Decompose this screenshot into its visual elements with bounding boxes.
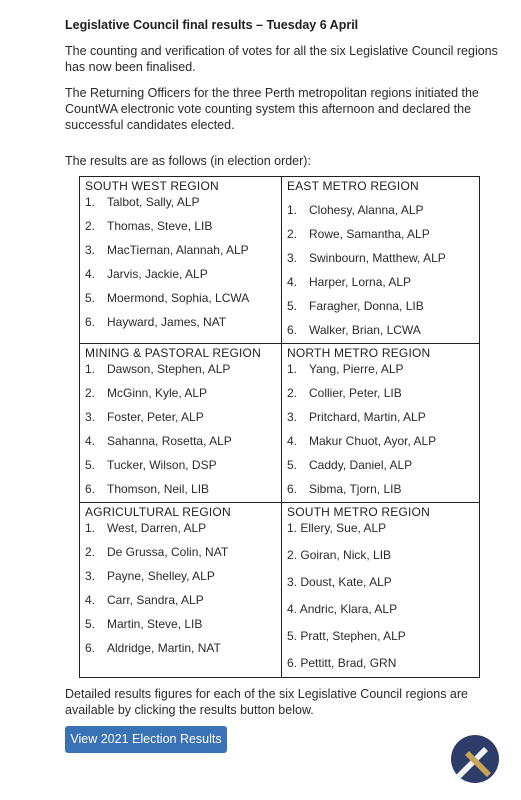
candidate-list (287, 521, 477, 670)
list-item: 6. Hayward, James, NAT (85, 315, 227, 329)
list-item: 3. Doust, Kate, ALP (287, 575, 392, 589)
article-content (65, 14, 505, 179)
list-item: 5. Martin, Steve, LIB (85, 617, 203, 631)
page-title: Legislative Council final results – Tuesday 6 April (65, 18, 359, 32)
region-title: MINING & PASTORAL REGION (85, 346, 261, 360)
list-item: 4. Carr, Sandra, ALP (85, 593, 204, 607)
list-item: 2. Rowe, Samantha, ALP (287, 227, 430, 241)
waec-logo-icon[interactable] (451, 735, 499, 783)
results-intro-paragraph: The results are as follows (in election order): (65, 154, 311, 168)
list-item: 3. Payne, Shelley, ALP (85, 569, 215, 583)
region-cell-east-metro (287, 179, 477, 337)
returning-officers-paragraph: The Returning Officers for the three Perth metropolitan regions initiated the CountWA electronic vote counting system this afternoon and declared the successful candidates elected. (65, 86, 479, 132)
results-footer-paragraph: Detailed results figures for each of the six Legislative Council regions are available by clicking the results button below. (65, 687, 468, 717)
logo-mark-icon (451, 735, 499, 783)
region-title: EAST METRO REGION (287, 179, 419, 193)
list-item: 2. Goiran, Nick, LIB (287, 548, 392, 562)
table-divider-row-2 (80, 502, 479, 503)
list-item: 2. De Grussa, Colin, NAT (85, 545, 229, 559)
list-item: 1. Yang, Pierre, ALP (287, 362, 404, 376)
results-table (79, 176, 480, 678)
list-item: 3. Pritchard, Martin, ALP (287, 410, 426, 424)
logo-stripe-light (456, 747, 488, 779)
list-item: 4. Andric, Klara, ALP (287, 602, 398, 616)
list-item: 4. Sahanna, Rosetta, ALP (85, 434, 232, 448)
region-cell-south-west (85, 179, 279, 329)
region-title: NORTH METRO REGION (287, 346, 431, 360)
list-item: 2. McGinn, Kyle, ALP (85, 386, 208, 400)
candidate-list (287, 203, 477, 337)
candidate-list (85, 521, 279, 655)
view-election-results-button[interactable]: View 2021 Election Results (65, 726, 227, 753)
candidate-list (85, 362, 279, 496)
list-item: 2. Collier, Peter, LIB (287, 386, 402, 400)
list-item: 6. Walker, Brian, LCWA (287, 323, 421, 337)
table-divider-vertical (281, 177, 282, 677)
region-cell-south-metro (287, 505, 477, 670)
list-item: 6. Thomson, Neil, LIB (85, 482, 210, 496)
list-item: 3. MacTiernan, Alannah, ALP (85, 243, 249, 257)
region-cell-north-metro (287, 346, 477, 496)
list-item: 5. Moermond, Sophia, LCWA (85, 291, 250, 305)
list-item: 1. Talbot, Sally, ALP (85, 195, 200, 209)
region-title: AGRICULTURAL REGION (85, 505, 231, 519)
candidate-list (85, 195, 279, 329)
list-item: 6. Aldridge, Martin, NAT (85, 641, 221, 655)
list-item: 5. Caddy, Daniel, ALP (287, 458, 413, 472)
candidate-list (287, 362, 477, 496)
list-item: 4. Makur Chuot, Ayor, ALP (287, 434, 437, 448)
list-item: 4. Jarvis, Jackie, ALP (85, 267, 208, 281)
intro-paragraph: The counting and verification of votes for all the six Legislative Council regions has now been finalised. (65, 44, 498, 74)
list-item: 6. Pettitt, Brad, GRN (287, 656, 397, 670)
list-item: 1. Clohesy, Alanna, ALP (287, 203, 424, 217)
table-divider-row-1 (80, 343, 479, 344)
list-item: 4. Harper, Lorna, ALP (287, 275, 412, 289)
region-title: SOUTH METRO REGION (287, 505, 430, 519)
region-cell-mining-pastoral (85, 346, 279, 496)
list-item: 1. Ellery, Sue, ALP (287, 521, 387, 535)
list-item: 6. Sibma, Tjorn, LIB (287, 482, 402, 496)
list-item: 2. Thomas, Steve, LIB (85, 219, 213, 233)
list-item: 1. West, Darren, ALP (85, 521, 207, 535)
region-title: SOUTH WEST REGION (85, 179, 219, 193)
list-item: 5. Pratt, Stephen, ALP (287, 629, 406, 643)
region-cell-agricultural (85, 505, 279, 655)
list-item: 3. Swinbourn, Matthew, ALP (287, 251, 446, 265)
list-item: 1. Dawson, Stephen, ALP (85, 362, 231, 376)
list-item: 5. Faragher, Donna, LIB (287, 299, 424, 313)
list-item: 3. Foster, Peter, ALP (85, 410, 204, 424)
list-item: 5. Tucker, Wilson, DSP (85, 458, 217, 472)
